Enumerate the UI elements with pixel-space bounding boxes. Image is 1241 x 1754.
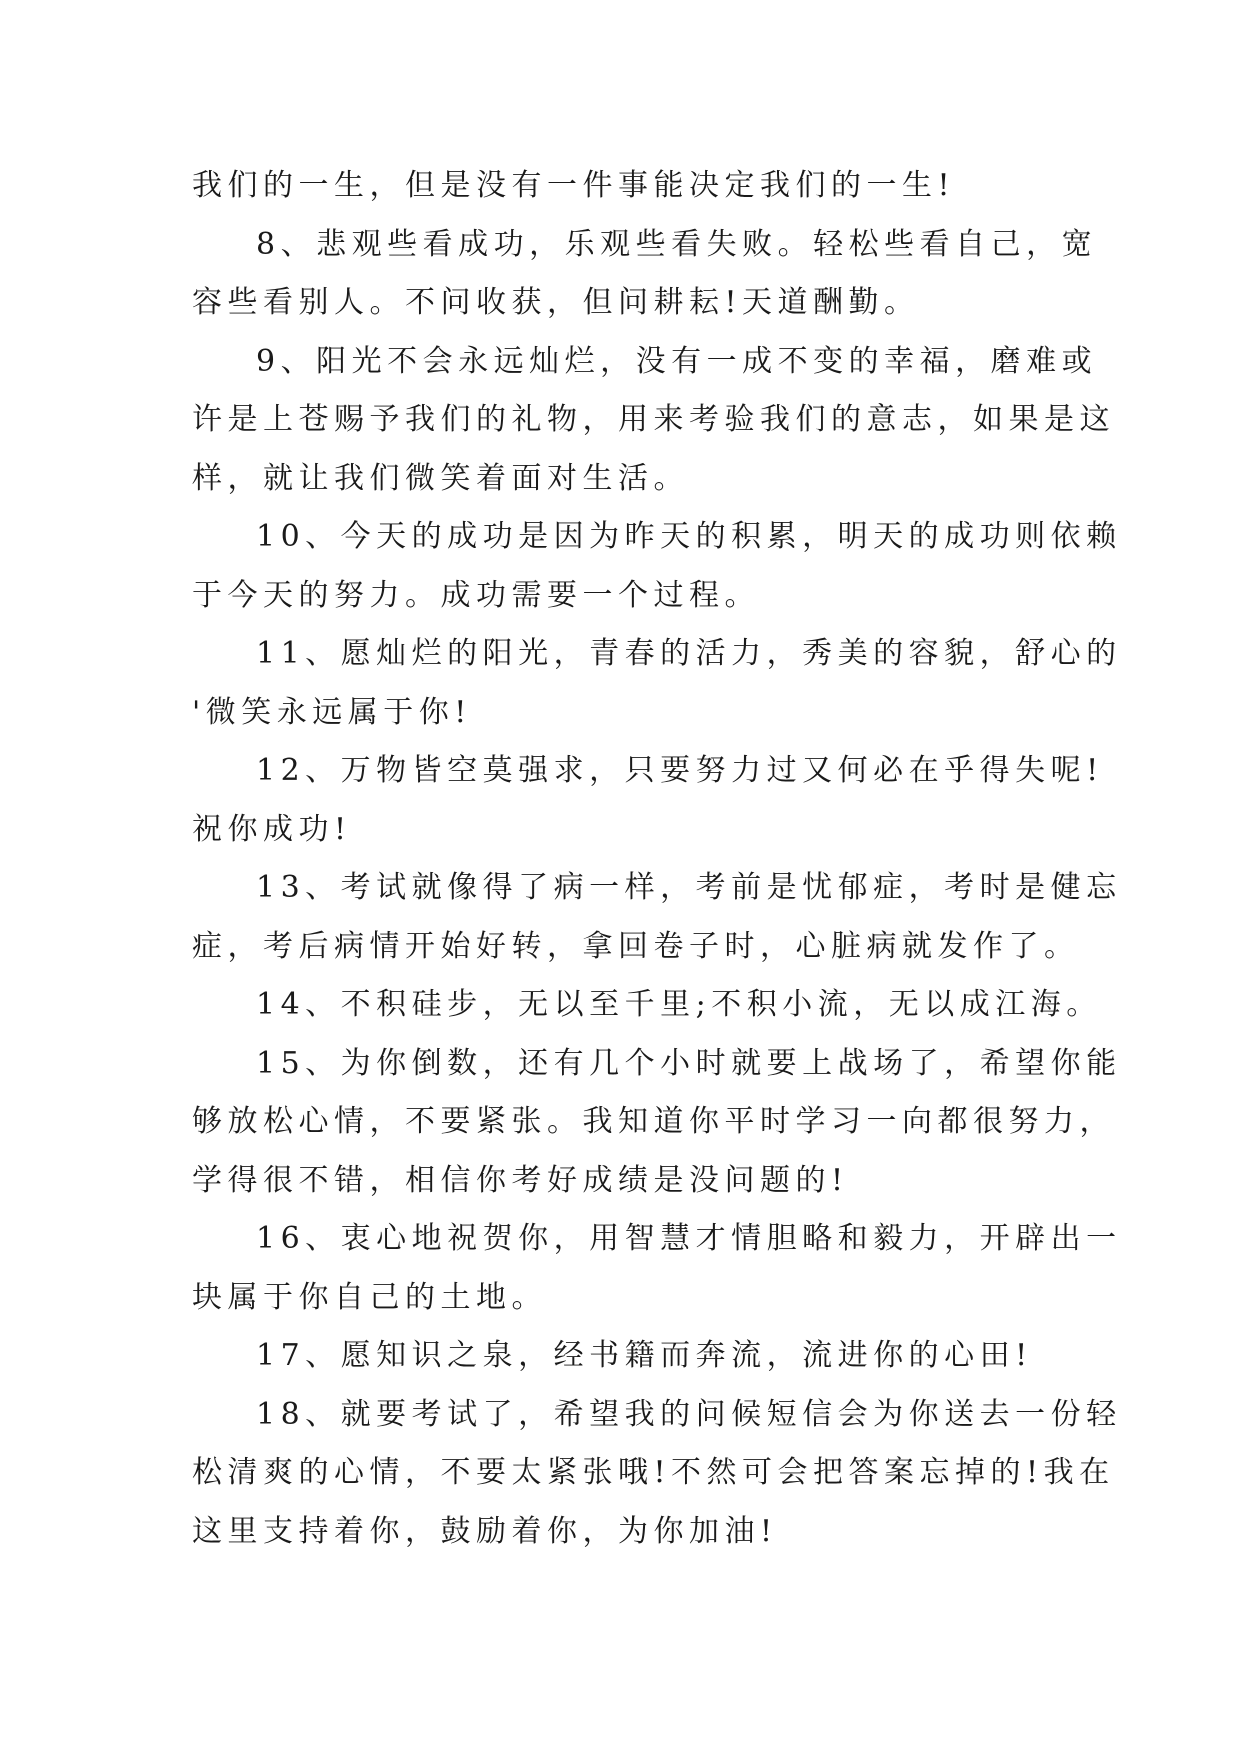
text-line: 症，考后病情开始好转，拿回卷子时，心脏病就发作了。 — [192, 928, 1080, 964]
text-line: 9、阳光不会永远灿烂，没有一成不变的幸福，磨难或 — [256, 343, 1098, 379]
text-line: 15、为你倒数，还有几个小时就要上战场了，希望你能 — [256, 1045, 1122, 1081]
document-body — [192, 157, 1122, 1561]
text-line: 16、衷心地祝贺你，用智慧才情胆略和毅力，开辟出一 — [256, 1221, 1122, 1256]
text-line: 学得很不错，相信你考好成绩是没问题的! — [192, 1162, 849, 1198]
text-line: 11、愿灿烂的阳光，青春的活力，秀美的容貌，舒心的 — [256, 636, 1122, 671]
text-line: 12、万物皆空莫强求，只要努力过又何必在乎得失呢! — [256, 753, 1104, 788]
text-line: 14、不积硅步，无以至千里;不积小流，无以成江海。 — [256, 987, 1102, 1022]
text-line: 块属于你自己的土地。 — [192, 1279, 547, 1315]
text-line: 许是上苍赐予我们的礼物，用来考验我们的意志，如果是这 — [192, 402, 1115, 437]
text-line: 松清爽的心情，不要太紧张哦!不然可会把答案忘掉的!我在 — [192, 1455, 1115, 1490]
text-line: 18、就要考试了，希望我的问候短信会为你送去一份轻 — [256, 1396, 1122, 1432]
text-line: 够放松心情，不要紧张。我知道你平时学习一向都很努力， — [192, 1104, 1115, 1139]
text-line: 我们的一生，但是没有一件事能决定我们的一生! — [192, 168, 956, 203]
text-line: 于今天的努力。成功需要一个过程。 — [192, 577, 760, 613]
text-line: 17、愿知识之泉，经书籍而奔流，流进你的心田! — [256, 1338, 1033, 1373]
text-line: 样，就让我们微笑着面对生活。 — [192, 460, 689, 496]
text-line: '微笑永远属于你! — [192, 694, 472, 730]
text-line: 这里支持着你，鼓励着你，为你加油! — [192, 1513, 778, 1549]
text-line: 祝你成功! — [192, 811, 352, 847]
text-line: 容些看别人。不问收获，但问耕耘!天道酬勤。 — [192, 285, 920, 320]
text-line: 8、悲观些看成功，乐观些看失败。轻松些看自己，宽 — [256, 226, 1098, 262]
text-line: 13、考试就像得了病一样，考前是忧郁症，考时是健忘 — [256, 870, 1122, 905]
text-line: 10、今天的成功是因为昨天的积累，明天的成功则依赖 — [256, 519, 1122, 554]
